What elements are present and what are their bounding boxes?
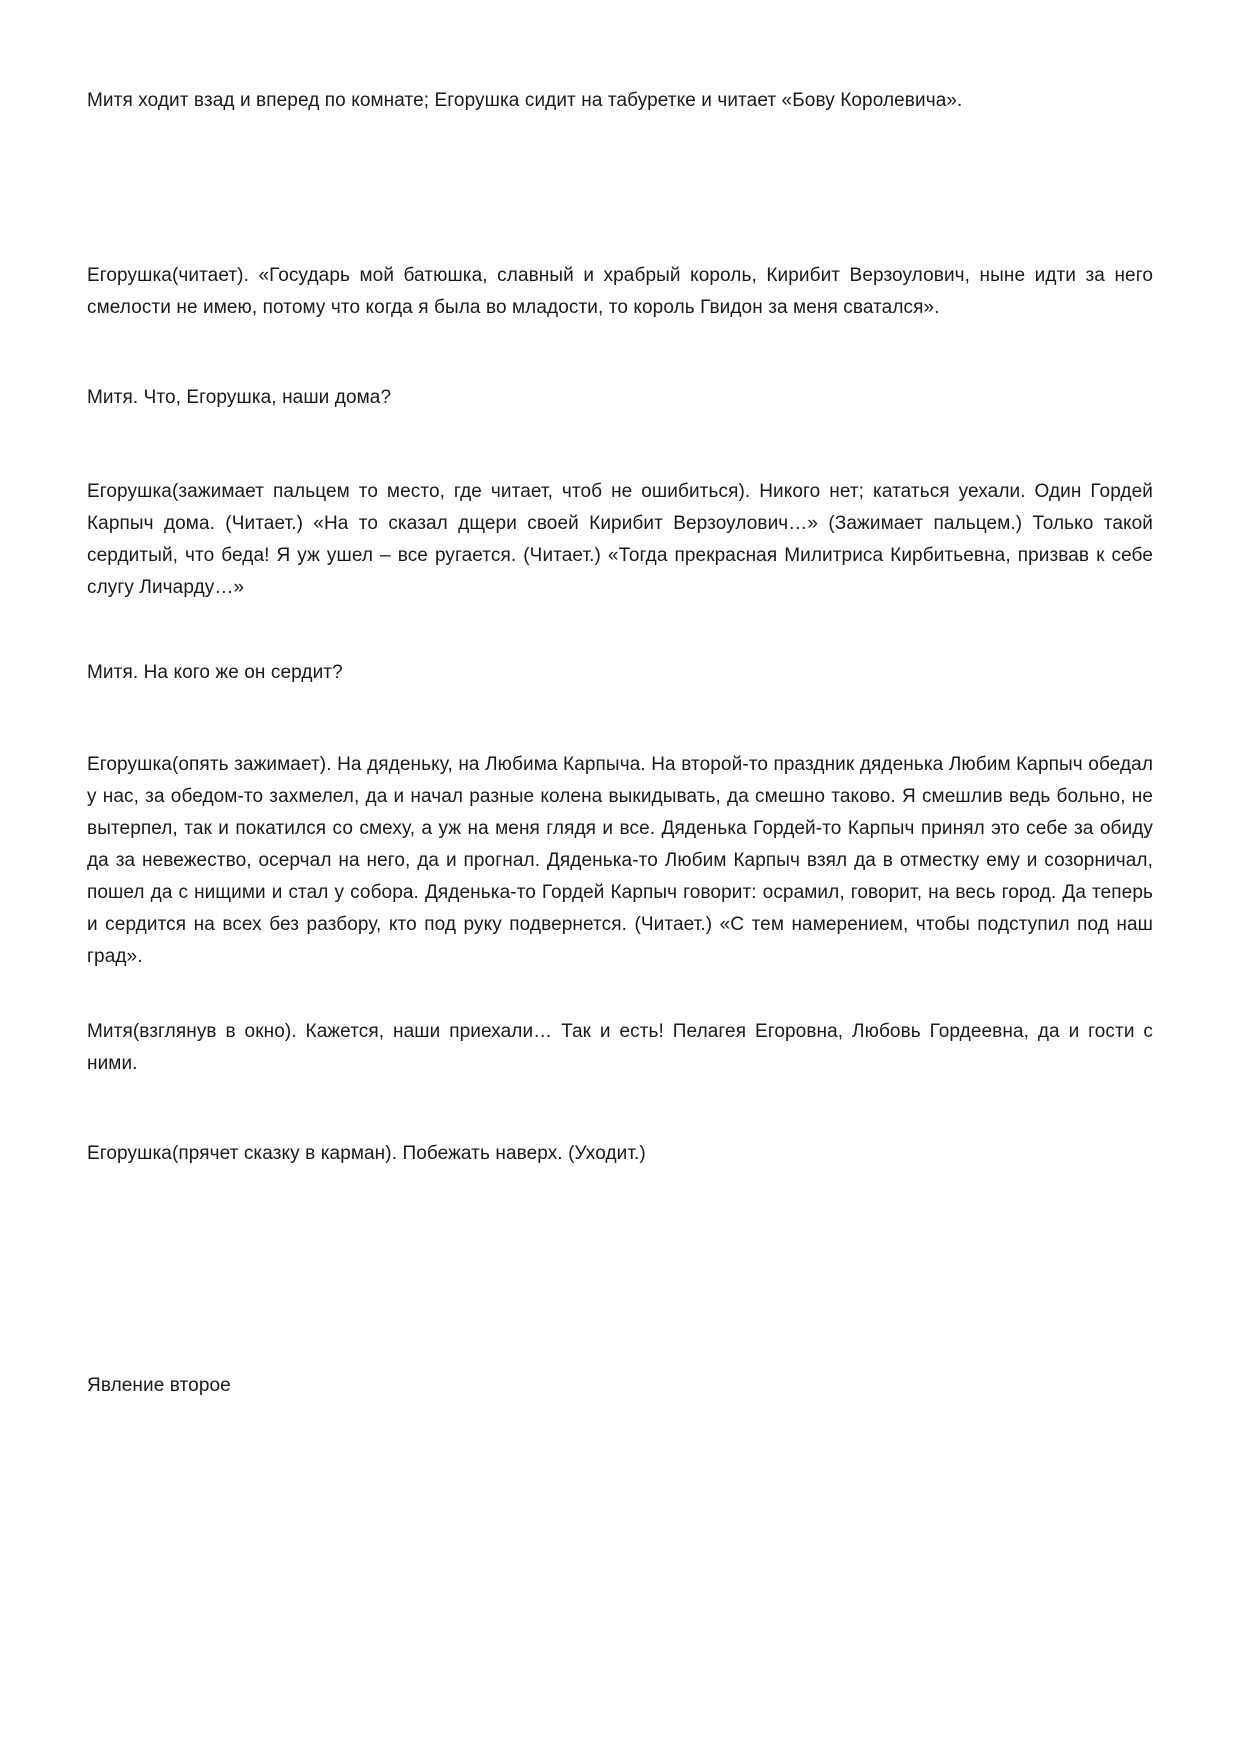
dialogue-paragraph: Егорушка(зажимает пальцем то место, где читает, чтоб не ошибиться). Никого нет; кататься уехали. Один Гордей Карпыч дома. (Читает.) «На то сказал дщери своей Кирибит Верзоулович…» (Зажимает пальцем.) Только такой сердитый, что беда! Я уж ушел – все ругается. (Читает.) «Тогда прекрасная Милитриса Кирбитьевна, призвав к себе слугу Личарду…» — [87, 481, 1153, 598]
dialogue-paragraph: Митя. Что, Егорушка, наши дома? — [87, 387, 392, 408]
dialogue-paragraph: Митя(взглянув в окно). Кажется, наши приехали… Так и есть! Пелагея Егоровна, Любовь Гордеевна, да и гости с ними. — [87, 1021, 1153, 1074]
dialogue-paragraph: Егорушка(читает). «Государь мой батюшка, славный и храбрый король, Кирибит Верзоулович, ныне идти за него смелости не имею, потому что когда я была во младости, то король Гвидон за меня сватался». — [87, 265, 1153, 318]
dialogue-paragraph: Егорушка(прячет сказку в карман). Побежать наверх. (Уходит.) — [87, 1143, 646, 1164]
stage-direction: Митя ходит взад и вперед по комнате; Егорушка сидит на табуретке и читает «Бову Королевича». — [87, 90, 963, 111]
dialogue-paragraph: Митя. На кого же он сердит? — [87, 662, 343, 683]
scene-heading: Явление второе — [87, 1375, 231, 1396]
dialogue-paragraph: Егорушка(опять зажимает). На дяденьку, на Любима Карпыча. На второй-то праздник дяденька Любим Карпыч обедал у нас, за обедом-то захмелел, да и начал разные колена выкидывать, да смешно таково. Я смешлив ведь больно, не вытерпел, так и покатился со смеху, а уж на меня глядя и все. Дяденька Гордей-то Карпыч принял это себе за обиду да за невежество, осерчал на него, да и прогнал. Дяденька-то Любим Карпыч взял да в отместку ему и созорничал, пошел да с нищими и стал у собора. Дяденька-то Гордей Карпыч говорит: осрамил, говорит, на весь город. Да теперь и сердится на всех без разбору, кто под руку подвернется. (Читает.) «С тем намерением, чтобы подступил под наш град». — [87, 754, 1153, 967]
